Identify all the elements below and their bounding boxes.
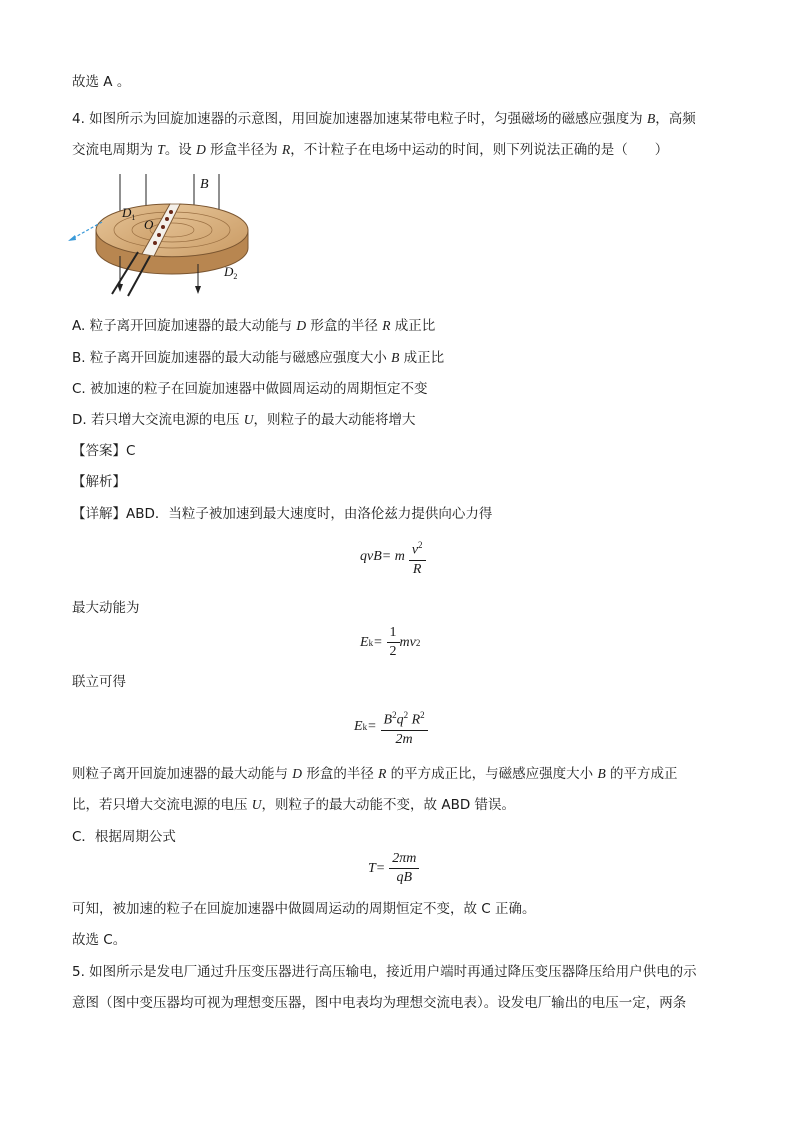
- question-4-line-1: 4. 如图所示为回旋加速器的示意图，用回旋加速器加速某带电粒子时，匀强磁场的磁感应强度为 B，高频: [72, 111, 696, 127]
- text-line: 最大动能为: [72, 600, 140, 616]
- equation-kinetic-energy: E k = $\frac{1}{2}$ mv 2: [360, 625, 421, 659]
- answer-tag: 【答案】: [72, 443, 126, 459]
- particle-dot: [153, 241, 157, 245]
- question-5-line-2: 意图（图中变压器均可视为理想变压器，图中电表均为理想交流电表）。设发电厂输出的电压一定，两条: [72, 995, 687, 1011]
- detail-line: 【详解】ABD．当粒子被加速到最大速度时，由洛伦兹力提供向心力得: [72, 506, 493, 522]
- text-line: 可知，被加速的粒子在回旋加速器中做圆周运动的周期恒定不变，故 C 正确。: [72, 901, 536, 917]
- answer-value: C: [126, 443, 136, 459]
- question-5-line-1: 5. 如图所示是发电厂通过升压变压器进行高压输电，接近用户端时再通过降压变压器降压给用户供电的示: [72, 964, 697, 980]
- option-c: C. 被加速的粒子在回旋加速器中做圆周运动的周期恒定不变: [72, 381, 428, 397]
- text-line: 联立可得: [72, 674, 126, 690]
- cyclotron-figure: [66, 172, 256, 302]
- option-d: D. 若只增大交流电源的电压 U，则粒子的最大动能将增大: [72, 412, 416, 428]
- question-4-line-2: 交流电周期为 T。设 D 形盒半径为 R，不计粒子在电场中运动的时间，则下列说法正确的是（ ）: [72, 142, 669, 158]
- label-b: B: [200, 177, 209, 192]
- answer-line: [72, 441, 135, 461]
- detail-tag: 【详解】: [72, 506, 126, 522]
- option-b: B. 粒子离开回旋加速器的最大动能与磁感应强度大小 B 成正比: [72, 350, 445, 366]
- text-line: 故选 C。: [72, 932, 127, 948]
- text-line: C．根据周期公式: [72, 829, 176, 845]
- equation-max-kinetic-energy: E k = $\frac{B^2q^2 R^2}{2m}$: [354, 706, 428, 749]
- label-d1: $D_1$: [122, 205, 136, 222]
- exit-arrowhead: [68, 235, 76, 241]
- label-d2: $D_2$: [224, 264, 238, 281]
- equation-period: T = $\frac{2\pi m}{qB}$: [368, 850, 419, 887]
- text-line: 故选 A 。: [72, 74, 131, 90]
- equation-lorentz: qvB = m $\frac{v^2}{R}$: [360, 536, 426, 579]
- particle-dot: [165, 217, 169, 221]
- analysis-tag: 【解析】: [72, 474, 126, 490]
- option-a: A. 粒子离开回旋加速器的最大动能与 D 形盒的半径 R 成正比: [72, 318, 436, 334]
- conclusion-line-2: 比，若只增大交流电源的电压 U，则粒子的最大动能不变，故 ABD 错误。: [72, 797, 516, 813]
- particle-dot: [157, 233, 161, 237]
- symbol-b: B: [646, 111, 656, 126]
- analysis-line: [72, 472, 126, 492]
- label-o: O: [144, 217, 154, 232]
- field-arrowhead: [195, 286, 201, 294]
- particle-dot: [169, 210, 173, 214]
- conclusion-line-1: 则粒子离开回旋加速器的最大动能与 D 形盒的半径 R 的平方成正比，与磁感应强度大小 B 的平方成正: [72, 766, 678, 782]
- particle-dot: [161, 225, 165, 229]
